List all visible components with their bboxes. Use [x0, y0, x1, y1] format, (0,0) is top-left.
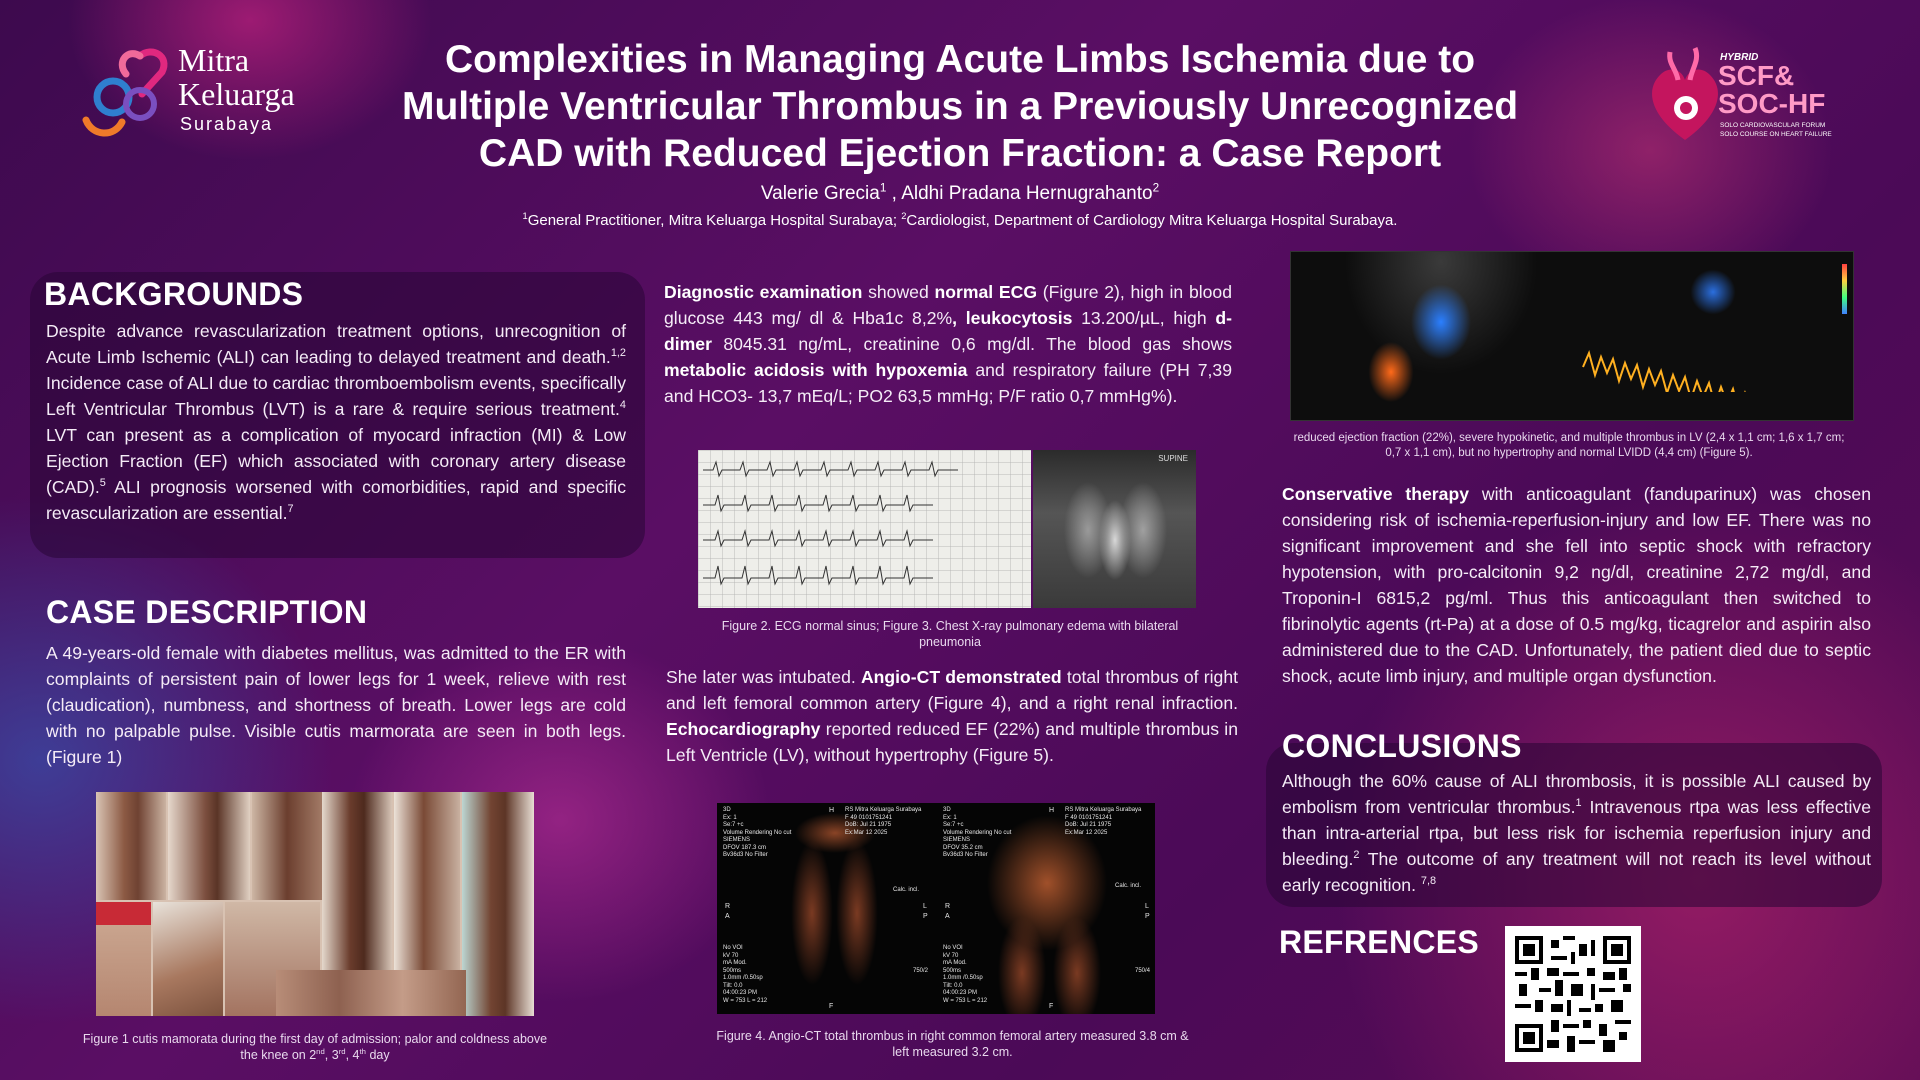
figure-3-chest-xray: [1033, 450, 1196, 608]
affiliations: [340, 212, 1580, 229]
angio-t1: She later was intubated.: [666, 667, 861, 687]
ct-right-f: F: [1049, 1003, 1054, 1010]
ct-right-bottom: No VOI kV 70 mA Mod. 500ms 1.0mm /0.50sp Tilt: 0.0 04:00:23 PM W = 753 L = 212: [943, 945, 988, 1004]
bg-ref-4: 7: [287, 503, 294, 516]
bg-ref-2: 4: [619, 399, 626, 412]
scf-soc-hf-logo: [1640, 40, 1880, 150]
ct-left-hosp: RS Mitra Keluarga Surabaya F 49 0101751241 DoB: Jul 21 1975 Ex:Mar 12 2025: [845, 807, 922, 836]
ct-left-a: A: [725, 913, 730, 920]
diag-b4: d-dimer: [664, 308, 1232, 354]
references-heading: REFRENCES: [1279, 924, 1480, 960]
fig1-s1: nd: [316, 1046, 325, 1056]
diag-t3: 13.200/µL, high: [1072, 308, 1216, 328]
bg-text-1: Despite advance revascularization treatment options, unrecognition of Acute Limb Ischemic (ALI) can leading to delayed treatment and death.: [46, 321, 626, 367]
affil-sup-1: 1: [522, 211, 528, 221]
leg-photo-9: [462, 792, 534, 1016]
case-text: A 49-years-old female with diabetes mellitus, was admitted to the ER with complaints of persistent pain of lower legs for 1 week, relieve with rest (claudication), numbness, and shortness of breath. Lower legs are cold with no palpable pulse. Visible cutis marmorata are seen in both legs. (Figure 1): [46, 643, 626, 767]
author-1: Valerie Grecia: [760, 183, 880, 204]
figure-5-echocardiography: [1290, 251, 1854, 421]
bg-text-3: LVT can present as a complication of myocard infraction (MI) & Low Ejection Fraction (EF) which associated with coronary artery disease (CAD).: [46, 425, 626, 497]
figure-5-caption: [1268, 431, 1870, 461]
fig1-c3: , 3: [324, 1048, 339, 1062]
logo-line-mitra: Mitra: [178, 42, 250, 78]
author-sep: ,: [886, 183, 902, 204]
logo-sub-1: SOLO CARDIOVASCULAR FORUM: [1720, 122, 1826, 129]
case-heading: CASE DESCRIPTION: [46, 594, 368, 630]
affil-2: Cardiologist, Department of Cardiology Mitra Keluarga Hospital Surabaya.: [906, 212, 1398, 229]
leg-photo-4: [96, 902, 151, 1016]
echo-color-bar: [1842, 264, 1847, 314]
fig4-caption-line-2: left measured 3.2 cm.: [892, 1045, 1013, 1059]
ct-code-left: 750/2: [913, 968, 929, 974]
bg-text-4: ALI prognosis worsened with comorbidities, rapid and specific revascularization are essential.: [46, 477, 626, 523]
references-qr-code[interactable]: [1505, 926, 1641, 1062]
affil-sup-2: 2: [901, 211, 907, 221]
concl-t3: The outcome of any treatment will not reach its level without early recognition.: [1282, 849, 1871, 895]
xray-label: SUPINE: [1158, 454, 1188, 463]
fig5-caption-line-1: reduced ejection fraction (22%), severe hypokinetic, and multiple thrombus in LV (2,4 x 1,1 cm; 1,6 x 1,7 cm;: [1293, 432, 1845, 444]
logo-hybrid-label: HYBRID: [1720, 52, 1759, 63]
echo-color-doppler: [1291, 252, 1571, 420]
logo-sochf-text: SOC-HF: [1718, 88, 1826, 119]
bg-ref-1: 1,2: [610, 347, 626, 360]
diag-b1: Diagnostic examination: [664, 282, 863, 302]
fig1-c4: , 4: [345, 1048, 360, 1062]
diag-b2: normal ECG: [934, 282, 1038, 302]
leg-photo-1: [96, 792, 166, 900]
diagnostic-text: [664, 279, 1232, 409]
fig1-c2: the knee on 2: [240, 1048, 317, 1062]
angio-b1: Angio-CT demonstrated: [860, 667, 1062, 687]
therapy-text: [1282, 481, 1871, 689]
fig23-caption-line-2: pneumonia: [919, 635, 981, 649]
ct-right-l: L: [1145, 903, 1149, 910]
leg-photo-5: [153, 902, 223, 1016]
conclusions-heading: CONCLUSIONS: [1282, 728, 1522, 764]
angio-t3: reported reduced EF (22%) and multiple thrombus in Left Ventricle (LV), without hypertrophy (Figure 5).: [666, 719, 1238, 765]
figure-4-caption: [680, 1028, 1225, 1060]
ecg-trace-icon: [698, 450, 1031, 608]
therapy-b1: Conservative therapy: [1282, 484, 1469, 504]
diag-t1: showed: [862, 282, 935, 302]
angio-b2: Echocardiography: [666, 719, 821, 739]
ct-code-right: 750/4: [1135, 968, 1151, 974]
ct-left-r: R: [725, 903, 731, 910]
logo-line-keluarga: Keluarga: [178, 76, 295, 112]
figure-4-angio-ct: [717, 803, 1155, 1014]
ct-left-f: F: [829, 1003, 834, 1010]
concl-t1: Although the 60% cause of ALI thrombosis, it is possible ALI caused by embolism from ventricular thrombus.: [1282, 771, 1871, 817]
ct-left-p: P: [923, 913, 928, 920]
author-2-sup: 2: [1152, 181, 1160, 195]
figure-1-caption: [40, 1031, 590, 1063]
concl-r1: 1: [1575, 797, 1582, 810]
ct-right-r: R: [945, 903, 951, 910]
bg-text-2: Incidence case of ALI due to cardiac thromboembolism events, specifically Left Ventricular Thrombus (LVT) is a rare & require serious treatment.: [46, 373, 626, 419]
fig23-caption-line-1: Figure 2. ECG normal sinus; Figure 3. Chest X-ray pulmonary edema with bilateral: [721, 619, 1179, 633]
figure-2-ecg: [698, 450, 1031, 608]
diag-t2: (Figure 2), high in blood glucose 443 mg/ dl & Hba1c 8,2%: [664, 282, 1233, 328]
fig5-caption-line-2: 0,7 x 1,1 cm), but no hypertrophy and normal LVIDD (4,4 cm) (Figure 5).: [1385, 447, 1753, 459]
logo-line-surabaya: Surabaya: [180, 114, 274, 134]
diag-b3: , leukocytosis: [952, 308, 1073, 328]
mitra-logo-mark-icon: [78, 42, 178, 142]
fig1-s3: th: [359, 1046, 366, 1056]
ct-left-h: H: [829, 807, 835, 814]
echo-waveform-icon: [1573, 342, 1843, 392]
leg-photo-2: [168, 792, 250, 900]
figure-1-leg-photos: [96, 792, 534, 1016]
figure-2-3-caption: [680, 618, 1220, 650]
backgrounds-text: [46, 318, 626, 526]
bg-ref-3: 5: [99, 477, 106, 490]
title-line-3: CAD with Reduced Ejection Fraction: a Case Report: [478, 132, 1442, 175]
concl-t2: Intravenous rtpa was less effective than intra-arterial rtpa, but less risk for ischemia reperfusion injury and bleeding.: [1282, 797, 1872, 869]
diag-t4: 8045.31 ng/mL, creatinine 0,6 mg/dl. The blood gas shows: [711, 334, 1232, 354]
ct-left-meta: 3D Ex: 1 Se:7 +c Volume Rendering No cut SIEMENS DFOV 187.3 cm Bv36d3 No Filter: [723, 807, 792, 858]
conclusions-text: [1282, 768, 1871, 898]
ct-left-bottom: No VOI kV 70 mA Mod. 500ms 1.0mm /0.50sp Tilt: 0.0 04:00:23 PM W = 753 L = 212: [723, 945, 768, 1004]
feet-photo: [276, 970, 466, 1016]
fig1-caption-line-1: Figure 1 cutis mamorata during the first day of admission; palor and coldness above: [82, 1032, 548, 1046]
mitra-keluarga-logo: [78, 42, 338, 142]
ct-right-meta: 3D Ex: 1 Se:7 +c Volume Rendering No cut SIEMENS DFOV 35.2 cm Bv36d3 No Filter: [943, 807, 1012, 858]
ct-right-p: P: [1145, 913, 1150, 920]
heart-logo-icon: [1640, 40, 1730, 150]
affil-1: General Practitioner, Mitra Keluarga Hospital Surabaya;: [527, 212, 902, 229]
concl-r2: 2: [1353, 849, 1360, 862]
logo-sub-2: SOLO COURSE ON HEART FAILURE: [1720, 131, 1832, 138]
author-2: Aldhi Pradana Hernugrahanto: [901, 183, 1153, 204]
ct-right-h: H: [1049, 807, 1055, 814]
ct-left-l: L: [923, 903, 927, 910]
echo-mmode: [1573, 252, 1853, 420]
backgrounds-heading: BACKGROUNDS: [44, 276, 304, 312]
diag-b5: metabolic acidosis with hypoxemia: [664, 360, 968, 380]
leg-photo-3: [252, 792, 322, 900]
author-1-sup: 1: [879, 181, 887, 195]
fig1-c5: day: [365, 1048, 390, 1062]
poster-title: [340, 36, 1580, 177]
ct-calc-right: Calc. incl.: [1115, 883, 1142, 889]
ct-calc-left: Calc. incl.: [893, 887, 920, 893]
angio-t2: total thrombus of right and left femoral common artery (Figure 4), and a right renal infraction.: [666, 667, 1238, 713]
logo-scf-text: SCF&: [1718, 60, 1795, 91]
fig4-caption-line-1: Figure 4. Angio-CT total thrombus in right common femoral artery measured 3.8 cm &: [716, 1029, 1189, 1043]
title-line-2: Multiple Ventricular Thrombus in a Previously Unrecognized: [401, 85, 1519, 128]
fig1-caption-line-2: [40, 1047, 590, 1063]
title-line-1: Complexities in Managing Acute Limbs Ischemia due to: [444, 38, 1476, 81]
therapy-t1: with anticoagulant (fanduparinux) was chosen considering risk of ischemia-reperfusion-injury and low EF. There was no significant improvement and she fell into septic shock with refractory hypotension, with pro-calcitonin 9,2 ng/dl, creatinine 2,72 mg/dl, and Troponin-I 6815,2 pg/ml. Thus this anticoagulant then switched to fibrinolytic agents (rt-Pa) at a dose of 0.5 mg/kg, ticagrelor and aspirin also administered due to the CAD. Unfortunately, the patient died due to septic shock, acute limb injury, and multiple organ dysfunction.: [1282, 484, 1871, 686]
diag-t5: and respiratory failure (PH 7,39 and HCO3- 13,7 mEq/L; PO2 63,5 mmHg; P/F ratio 0,7 mmHg%).: [664, 360, 1232, 406]
angio-text: [666, 664, 1238, 768]
qr-code-icon: [1515, 936, 1631, 1052]
fig1-s2: rd: [338, 1046, 346, 1056]
concl-r3: 7,8: [1420, 875, 1437, 888]
ct-right-a: A: [945, 913, 950, 920]
ct-right-hosp: RS Mitra Keluarga Surabaya F 49 0101751241 DoB: Jul 21 1975 Ex:Mar 12 2025: [1065, 807, 1142, 836]
authors: [340, 183, 1580, 205]
